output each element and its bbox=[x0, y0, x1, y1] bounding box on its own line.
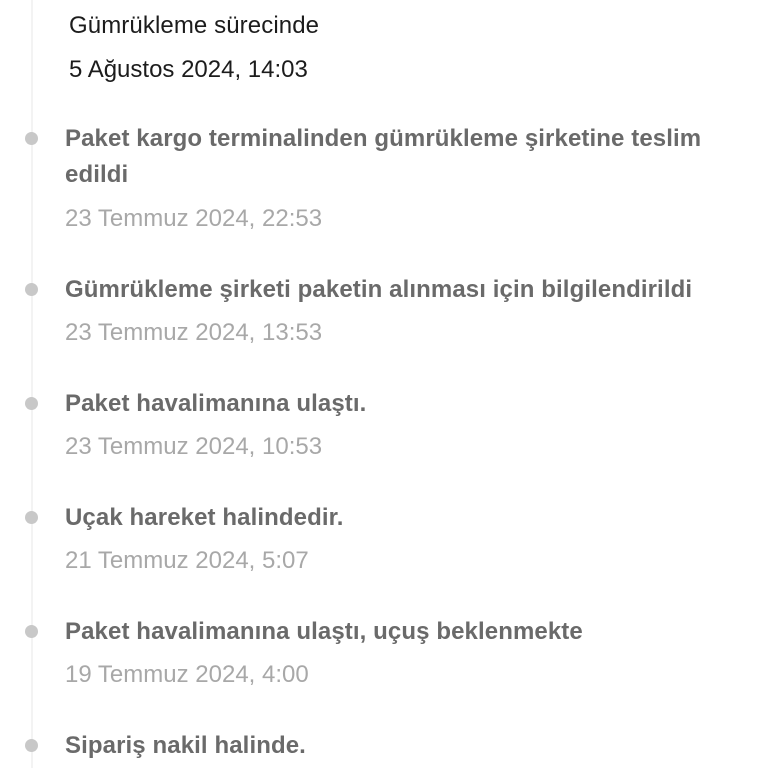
event-title: Paket havalimanına ulaştı. bbox=[65, 390, 367, 417]
event-timestamp: 23 Temmuz 2024, 10:53 bbox=[65, 433, 323, 460]
timeline-dot-icon bbox=[25, 132, 38, 145]
current-status bbox=[69, 10, 319, 86]
timeline-dot-icon bbox=[25, 397, 38, 410]
event-title: Paket havalimanına ulaştı, uçuş beklenmekte bbox=[65, 618, 583, 645]
timeline-dot-icon bbox=[25, 625, 38, 638]
event-timestamp: 23 Temmuz 2024, 13:53 bbox=[65, 319, 323, 346]
timeline-dot-icon bbox=[25, 511, 38, 524]
event-timestamp: 21 Temmuz 2024, 5:07 bbox=[65, 547, 309, 574]
event-title: Paket kargo terminalinden gümrükleme şirketine teslim edildi bbox=[65, 125, 702, 188]
timeline-rail bbox=[31, 0, 33, 768]
event-title: Sipariş nakil halinde. bbox=[65, 732, 306, 759]
timeline-dot-icon bbox=[25, 739, 38, 752]
timeline-dot-icon bbox=[25, 283, 38, 296]
current-status-title: Gümrükleme sürecinde bbox=[69, 12, 320, 39]
event-title: Uçak hareket halindedir. bbox=[65, 504, 344, 531]
event-timestamp: 23 Temmuz 2024, 22:53 bbox=[65, 205, 323, 232]
event-timestamp: 19 Temmuz 2024, 4:00 bbox=[65, 661, 309, 688]
current-status-timestamp: 5 Ağustos 2024, 14:03 bbox=[69, 56, 308, 83]
event-title: Gümrükleme şirketi paketin alınması için bilgilendirildi bbox=[65, 276, 693, 303]
